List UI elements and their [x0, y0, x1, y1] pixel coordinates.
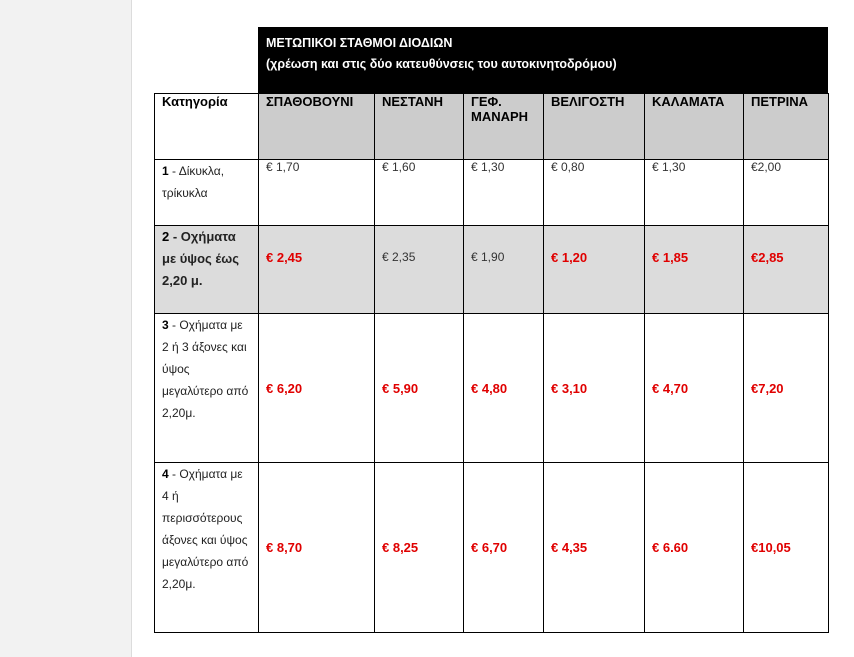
station-nestani: ΝΕΣΤΑΝΗ [375, 94, 464, 160]
price-cell: € 5,90 [375, 314, 464, 463]
category-cell [155, 314, 259, 463]
price-cell: € 4,80 [464, 314, 544, 463]
price-cell: € 1,30 [645, 160, 744, 226]
price-cell: € 0,80 [544, 160, 645, 226]
table-subtitle: (χρέωση και στις δύο κατευθύνσεις του αυτοκινητοδρόμου) [266, 57, 617, 71]
table-header-row [155, 94, 829, 160]
price-cell: € 2,35 [375, 226, 464, 314]
category-number: 1 [162, 164, 169, 178]
price-cell: € 2,45 [259, 226, 375, 314]
category-desc: - Οχήματα με ύψος έως 2,20 μ. [162, 229, 240, 288]
left-panel [0, 0, 132, 657]
price-cell: € 4,70 [645, 314, 744, 463]
category-desc: - Δίκυκλα, τρίκυκλα [162, 164, 225, 200]
category-number: 2 [162, 229, 170, 244]
price-cell: € 1,70 [259, 160, 375, 226]
price-cell: € 4,35 [544, 463, 645, 633]
price-cell: € 6.60 [645, 463, 744, 633]
category-cell [155, 463, 259, 633]
category-desc: - Οχήματα με 4 ή περισσότερους άξονες και ύψος μεγαλύτερο από 2,20μ. [162, 467, 249, 591]
table-row [155, 160, 829, 226]
price-cell: €10,05 [744, 463, 829, 633]
price-cell: €7,20 [744, 314, 829, 463]
station-petrina: ΠΕΤΡΙΝΑ [744, 94, 829, 160]
table-row [155, 226, 829, 314]
table-title: ΜΕΤΩΠΙΚΟΙ ΣΤΑΘΜΟΙ ΔΙΟΔΙΩΝ [266, 36, 453, 50]
price-cell: € 8,70 [259, 463, 375, 633]
station-veligosti: ΒΕΛΙΓΟΣΤΗ [544, 94, 645, 160]
category-cell [155, 160, 259, 226]
category-number: 3 [162, 318, 169, 332]
table-row [155, 314, 829, 463]
price-cell: € 8,25 [375, 463, 464, 633]
price-cell: € 1,30 [464, 160, 544, 226]
table-row [155, 463, 829, 633]
category-header: Κατηγορία [155, 94, 259, 160]
station-spathovouni: ΣΠΑΘΟΒΟΥΝΙ [259, 94, 375, 160]
price-cell: € 1,90 [464, 226, 544, 314]
price-cell: € 1,20 [544, 226, 645, 314]
price-cell: € 6,20 [259, 314, 375, 463]
station-gef-manari: ΓΕΦ. ΜΑΝΑΡΗ [464, 94, 544, 160]
price-cell: € 1,60 [375, 160, 464, 226]
category-cell [155, 226, 259, 314]
category-desc: - Οχήματα με 2 ή 3 άξονες και ύψος μεγαλύτερο από 2,20μ. [162, 318, 249, 420]
price-cell: € 1,85 [645, 226, 744, 314]
station-kalamata: ΚΑΛΑΜΑΤΑ [645, 94, 744, 160]
price-cell: € 3,10 [544, 314, 645, 463]
table-title-block [258, 27, 828, 93]
category-number: 4 [162, 467, 169, 481]
price-cell: €2,00 [744, 160, 829, 226]
price-cell: € 6,70 [464, 463, 544, 633]
price-cell: €2,85 [744, 226, 829, 314]
toll-table [154, 93, 829, 633]
